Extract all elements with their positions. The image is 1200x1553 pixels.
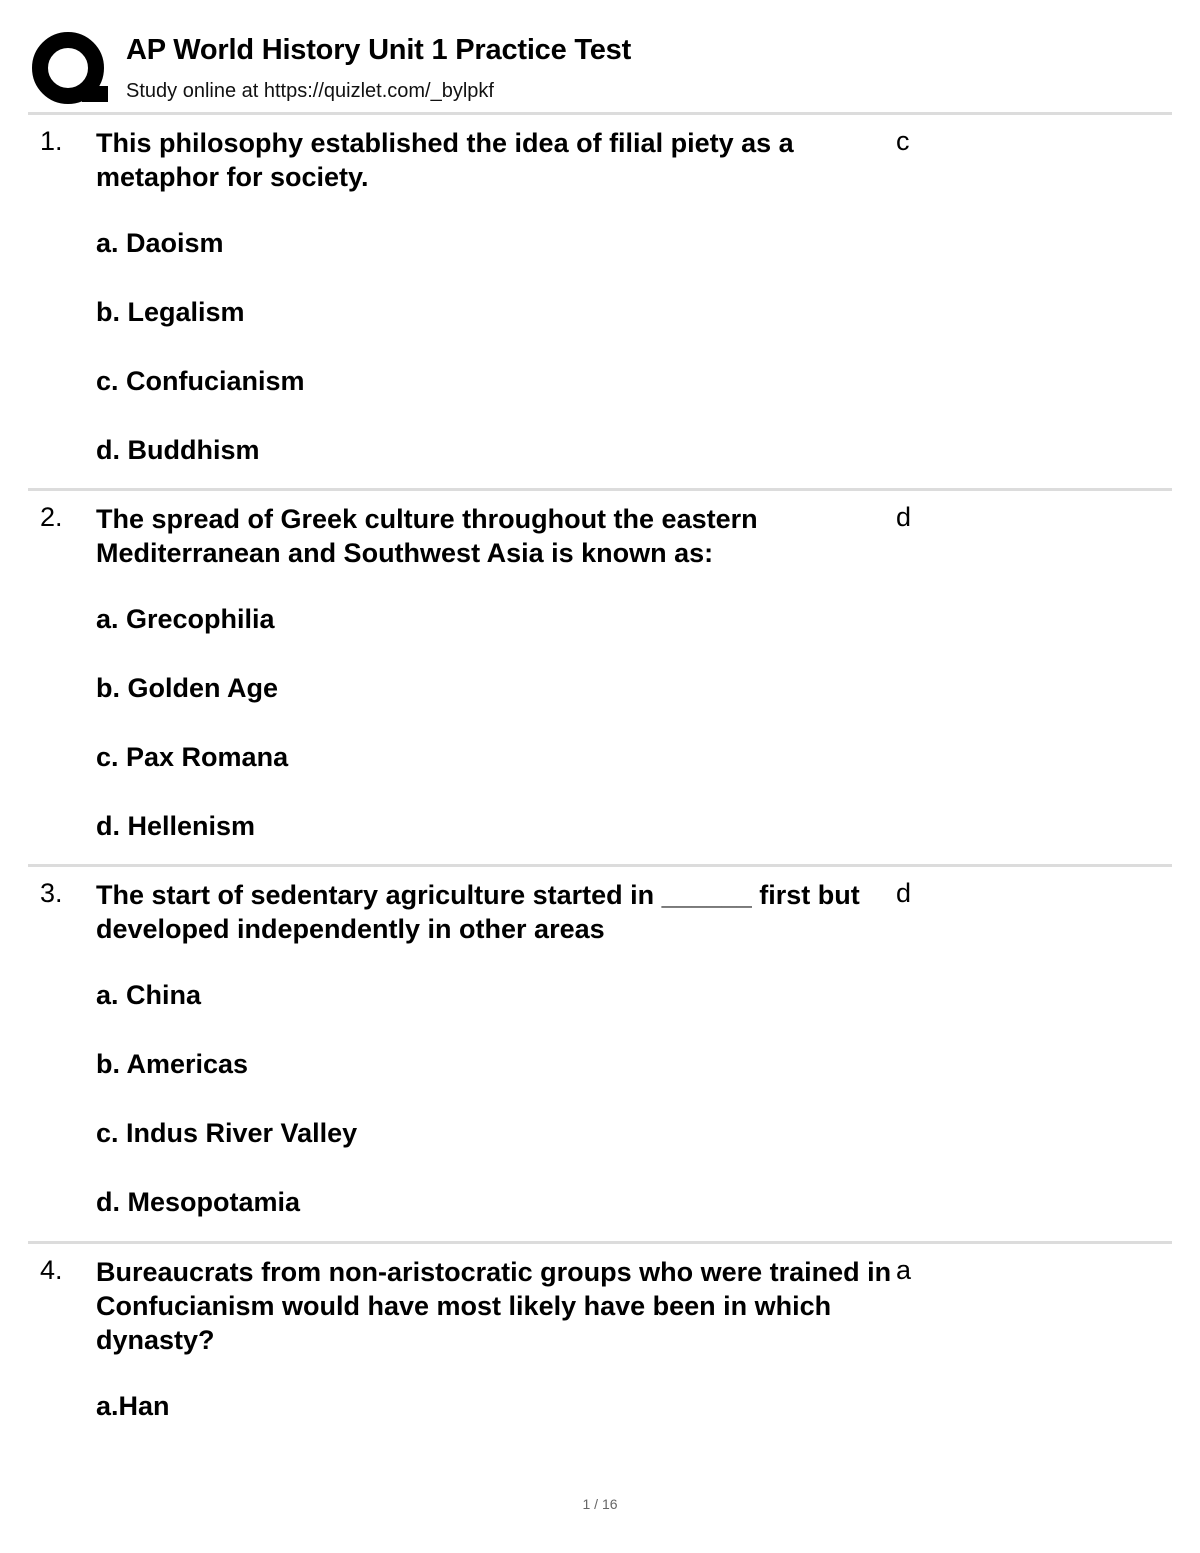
divider xyxy=(28,864,1172,867)
option-d: d. Mesopotamia xyxy=(96,1187,301,1217)
option-c: c. Indus River Valley xyxy=(96,1118,358,1148)
option-b: b. Americas xyxy=(96,1049,249,1079)
question-answer: a xyxy=(896,1255,912,1285)
question-number: 1. xyxy=(40,126,63,156)
option-b: b. Golden Age xyxy=(96,673,278,703)
option-b: b. Legalism xyxy=(96,297,245,327)
divider xyxy=(28,112,1172,115)
question-text: The start of sedentary agriculture started in ______ first but developed independently in other areas xyxy=(96,880,860,944)
page-header xyxy=(28,28,1172,112)
question-answer: d xyxy=(896,878,912,908)
question-answer: d xyxy=(896,502,912,532)
option-c: c. Pax Romana xyxy=(96,742,289,772)
divider xyxy=(28,1241,1172,1244)
question-text: This philosophy established the idea of filial piety as a metaphor for society. xyxy=(96,128,794,192)
study-online-link[interactable]: Study online at https://quizlet.com/_bylpkf xyxy=(126,80,494,102)
page-indicator: 1 / 16 xyxy=(582,1496,618,1512)
question-text: Bureaucrats from non-aristocratic groups who were trained in Confucianism would have most likely have been in which dynasty? xyxy=(96,1257,892,1355)
question-answer: c xyxy=(896,126,910,156)
divider xyxy=(28,488,1172,491)
option-a: a.Han xyxy=(96,1391,170,1421)
option-a: a. Grecophilia xyxy=(96,604,275,634)
question-number: 3. xyxy=(40,878,63,908)
option-d: d. Hellenism xyxy=(96,811,256,841)
question-number: 4. xyxy=(40,1255,63,1285)
question-number: 2. xyxy=(40,502,63,532)
option-c: c. Confucianism xyxy=(96,366,305,396)
option-a: a. Daoism xyxy=(96,228,224,258)
option-a: a. China xyxy=(96,980,202,1010)
page-title: AP World History Unit 1 Practice Test xyxy=(126,34,632,66)
question-text: The spread of Greek culture throughout the eastern Mediterranean and Southwest Asia is known as: xyxy=(96,504,758,568)
quizlet-q-logo-icon xyxy=(30,30,110,108)
option-d: d. Buddhism xyxy=(96,435,260,465)
